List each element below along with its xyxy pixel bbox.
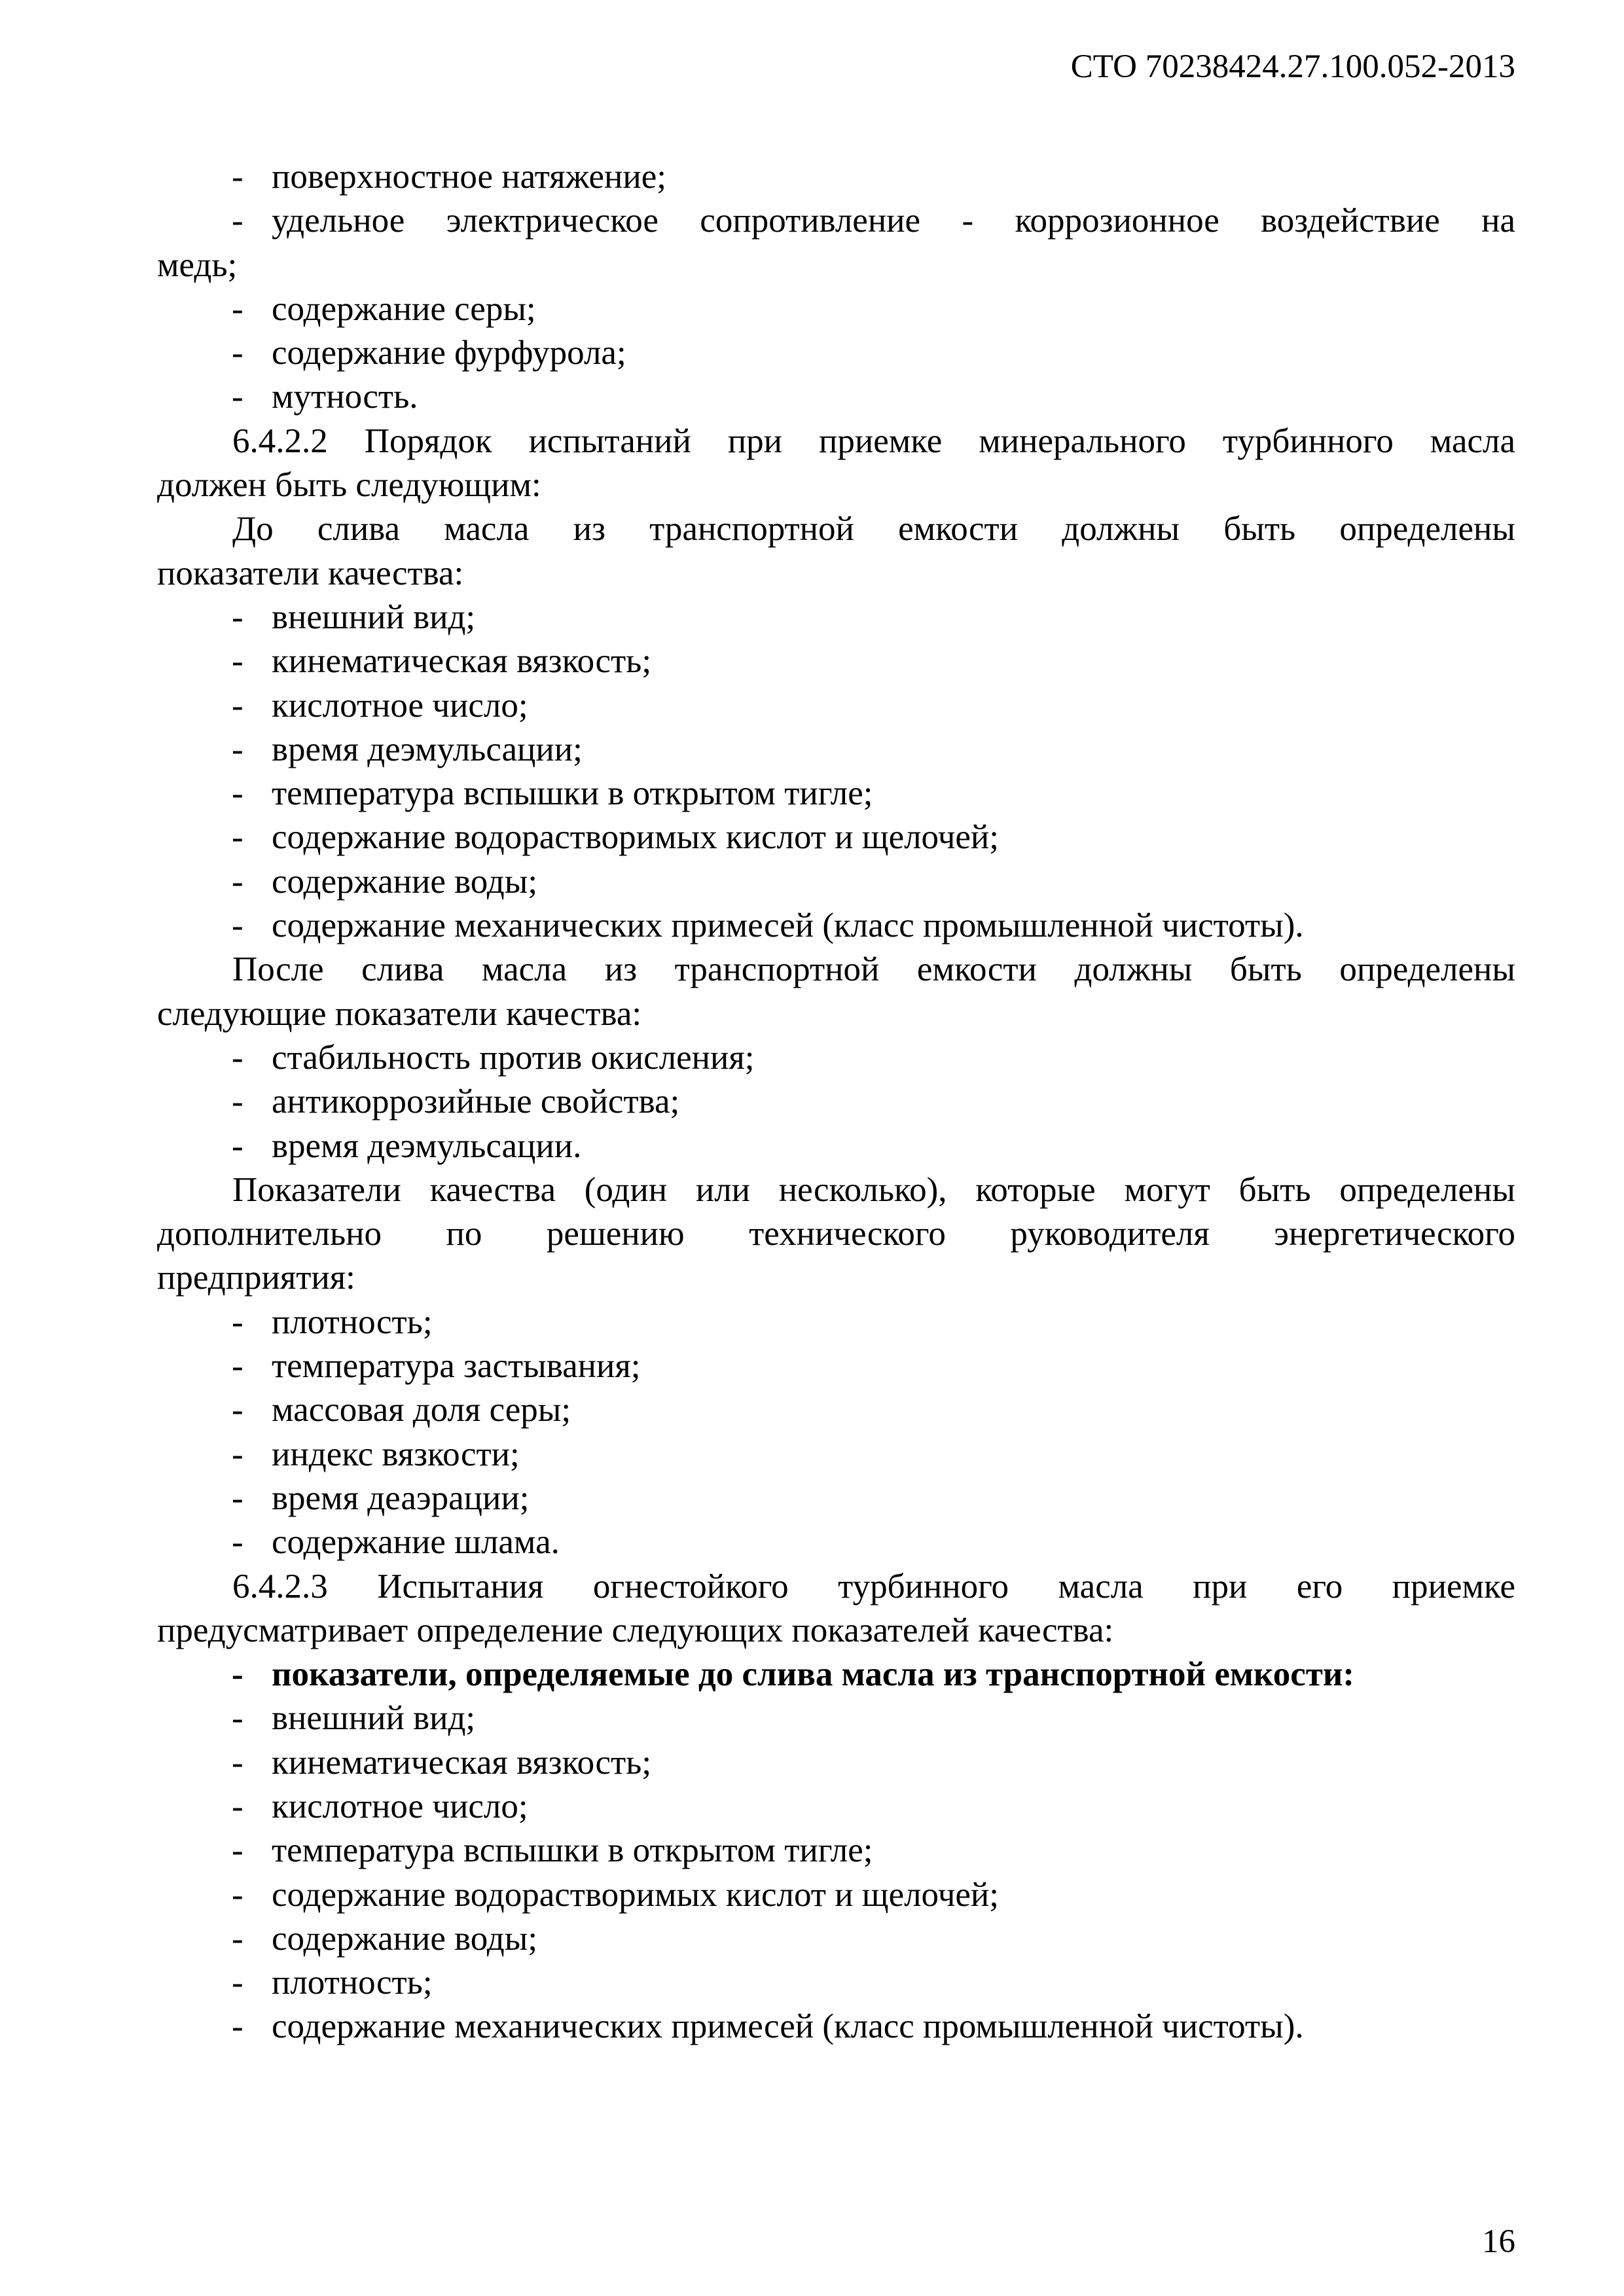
list-item bbox=[157, 1388, 1515, 1432]
paragraph-line: следующие показатели качества: bbox=[157, 994, 642, 1033]
list-item-text: содержание воды; bbox=[272, 1919, 538, 1958]
list-item bbox=[157, 639, 1515, 683]
list-item-text: температура вспышки в открытом тигле; bbox=[272, 774, 873, 813]
paragraph-line: показатели качества: bbox=[157, 554, 464, 592]
paragraph-first-line: После слива масла из транспортной емкости должны быть определены bbox=[232, 950, 1515, 989]
list-item-text: содержание водорастворимых кислот и щелочей; bbox=[272, 818, 999, 857]
list-bullet-dash: - bbox=[232, 862, 244, 901]
list-item bbox=[157, 1917, 1515, 1961]
list-item-text: массовая доля серы; bbox=[272, 1391, 571, 1429]
list-item bbox=[157, 199, 1515, 243]
document-body bbox=[157, 155, 1515, 2049]
list-item bbox=[157, 1080, 1515, 1124]
page-number: 16 bbox=[1482, 2223, 1515, 2260]
list-item bbox=[157, 1696, 1515, 1740]
list-item-text: кислотное число; bbox=[272, 686, 528, 725]
list-item-text: содержание механических примесей (класс промышленной чистоты). bbox=[272, 2007, 1304, 2046]
list-item-text: содержание водорастворимых кислот и щелочей; bbox=[272, 1875, 999, 1914]
list-item-text: температура вспышки в открытом тигле; bbox=[272, 1831, 873, 1870]
list-item-text: плотность; bbox=[272, 1302, 433, 1341]
list-item-text: время деаэрации; bbox=[272, 1479, 530, 1517]
paragraph-line: должен быть следующим: bbox=[157, 466, 541, 505]
list-item bbox=[157, 1829, 1515, 1873]
list-item-text: содержание механических примесей (класс промышленной чистоты). bbox=[272, 906, 1304, 945]
list-bullet-dash: - bbox=[232, 158, 244, 196]
list-item bbox=[157, 155, 1515, 199]
list-item bbox=[157, 1124, 1515, 1168]
list-item bbox=[157, 1785, 1515, 1829]
paragraph-first-line: Показатели качества (один или несколько), которые могут быть определены bbox=[232, 1170, 1515, 1209]
list-item bbox=[157, 2005, 1515, 2049]
paragraph-line: медь; bbox=[157, 245, 238, 284]
list-item bbox=[157, 375, 1515, 419]
list-bullet-dash: - bbox=[232, 1655, 244, 1694]
paragraph-first-line: 6.4.2.3 Испытания огнестойкого турбинного масла при его приемке bbox=[232, 1567, 1515, 1605]
list-item bbox=[157, 728, 1515, 772]
list-bullet-dash: - bbox=[232, 1126, 244, 1165]
paragraph-line: дополнительно по решению технического руководителя энергетического bbox=[157, 1215, 1515, 1253]
paragraph-first-line: До слива масла из транспортной емкости должны быть определены bbox=[232, 510, 1515, 548]
list-bullet-dash: - bbox=[232, 1479, 244, 1517]
list-item-text: содержание серы; bbox=[272, 289, 536, 328]
list-bullet-dash: - bbox=[232, 686, 244, 725]
list-item bbox=[157, 331, 1515, 375]
list-item-text: содержание воды; bbox=[272, 862, 538, 901]
list-item bbox=[157, 1520, 1515, 1564]
list-item bbox=[157, 1873, 1515, 1917]
list-item-text: время деэмульсации. bbox=[272, 1126, 582, 1165]
list-item bbox=[157, 1300, 1515, 1344]
list-item bbox=[157, 1344, 1515, 1388]
list-item bbox=[157, 904, 1515, 948]
list-item bbox=[157, 1653, 1515, 1696]
list-bullet-dash: - bbox=[232, 1787, 244, 1825]
list-item-text: антикоррозийные свойства; bbox=[272, 1083, 680, 1121]
list-bullet-dash: - bbox=[232, 1699, 244, 1738]
paragraph-line: предусматривает определение следующих показателей качества: bbox=[157, 1611, 1114, 1649]
list-bullet-dash: - bbox=[232, 1831, 244, 1870]
list-bullet-dash: - bbox=[232, 1038, 244, 1077]
list-bullet-dash: - bbox=[232, 378, 244, 416]
list-item-text: стабильность против окисления; bbox=[272, 1038, 755, 1077]
list-item bbox=[157, 287, 1515, 331]
list-item-text: поверхностное натяжение; bbox=[272, 158, 667, 196]
list-item-text: температура застывания; bbox=[272, 1347, 641, 1386]
list-bullet-dash: - bbox=[232, 1875, 244, 1914]
list-bullet-dash: - bbox=[232, 2007, 244, 2046]
list-bullet-dash: - bbox=[232, 1435, 244, 1473]
list-bullet-dash: - bbox=[232, 202, 244, 240]
list-bullet-dash: - bbox=[232, 598, 244, 636]
list-bullet-dash: - bbox=[232, 1347, 244, 1386]
list-item bbox=[157, 1036, 1515, 1080]
list-bullet-dash: - bbox=[232, 774, 244, 813]
list-bullet-dash: - bbox=[232, 818, 244, 857]
list-bullet-dash: - bbox=[232, 1523, 244, 1562]
list-item bbox=[157, 1433, 1515, 1477]
list-bullet-dash: - bbox=[232, 334, 244, 372]
paragraph-first-line: 6.4.2.2 Порядок испытаний при приемке минерального турбинного масла bbox=[232, 422, 1515, 460]
list-bullet-dash: - bbox=[232, 1083, 244, 1121]
list-item bbox=[157, 860, 1515, 904]
list-item-text: внешний вид; bbox=[272, 1699, 476, 1738]
list-item-text: индекс вязкости; bbox=[272, 1435, 520, 1473]
list-bullet-dash: - bbox=[232, 1964, 244, 2002]
list-item bbox=[157, 1961, 1515, 2005]
list-bullet-dash: - bbox=[232, 289, 244, 328]
list-item-text: кислотное число; bbox=[272, 1787, 528, 1825]
list-item bbox=[157, 1741, 1515, 1785]
list-item-text: содержание шлама. bbox=[272, 1523, 560, 1562]
list-item-text: внешний вид; bbox=[272, 598, 476, 636]
list-item bbox=[157, 772, 1515, 816]
list-bullet-dash: - bbox=[232, 1302, 244, 1341]
list-bullet-dash: - bbox=[232, 1391, 244, 1429]
list-item bbox=[157, 684, 1515, 728]
list-bullet-dash: - bbox=[232, 906, 244, 945]
list-item bbox=[157, 1477, 1515, 1520]
list-item-text: удельное электрическое сопротивление - коррозионное воздействие на bbox=[272, 202, 1515, 240]
list-item-text: кинематическая вязкость; bbox=[272, 1743, 652, 1782]
list-item-text: время деэмульсации; bbox=[272, 730, 583, 768]
document-code-header: СТО 70238424.27.100.052-2013 bbox=[1070, 48, 1515, 85]
list-bullet-dash: - bbox=[232, 1919, 244, 1958]
list-item-text: кинематическая вязкость; bbox=[272, 642, 652, 681]
list-item bbox=[157, 596, 1515, 639]
list-bullet-dash: - bbox=[232, 730, 244, 768]
paragraph-line: предприятия: bbox=[157, 1259, 355, 1297]
list-item-text: мутность. bbox=[272, 378, 418, 416]
list-item-text: плотность; bbox=[272, 1964, 433, 2002]
list-bullet-dash: - bbox=[232, 1743, 244, 1782]
list-item bbox=[157, 816, 1515, 859]
list-bullet-dash: - bbox=[232, 642, 244, 681]
list-item-text: содержание фурфурола; bbox=[272, 334, 626, 372]
list-item-text: показатели, определяемые до слива масла из транспортной емкости: bbox=[272, 1655, 1355, 1694]
